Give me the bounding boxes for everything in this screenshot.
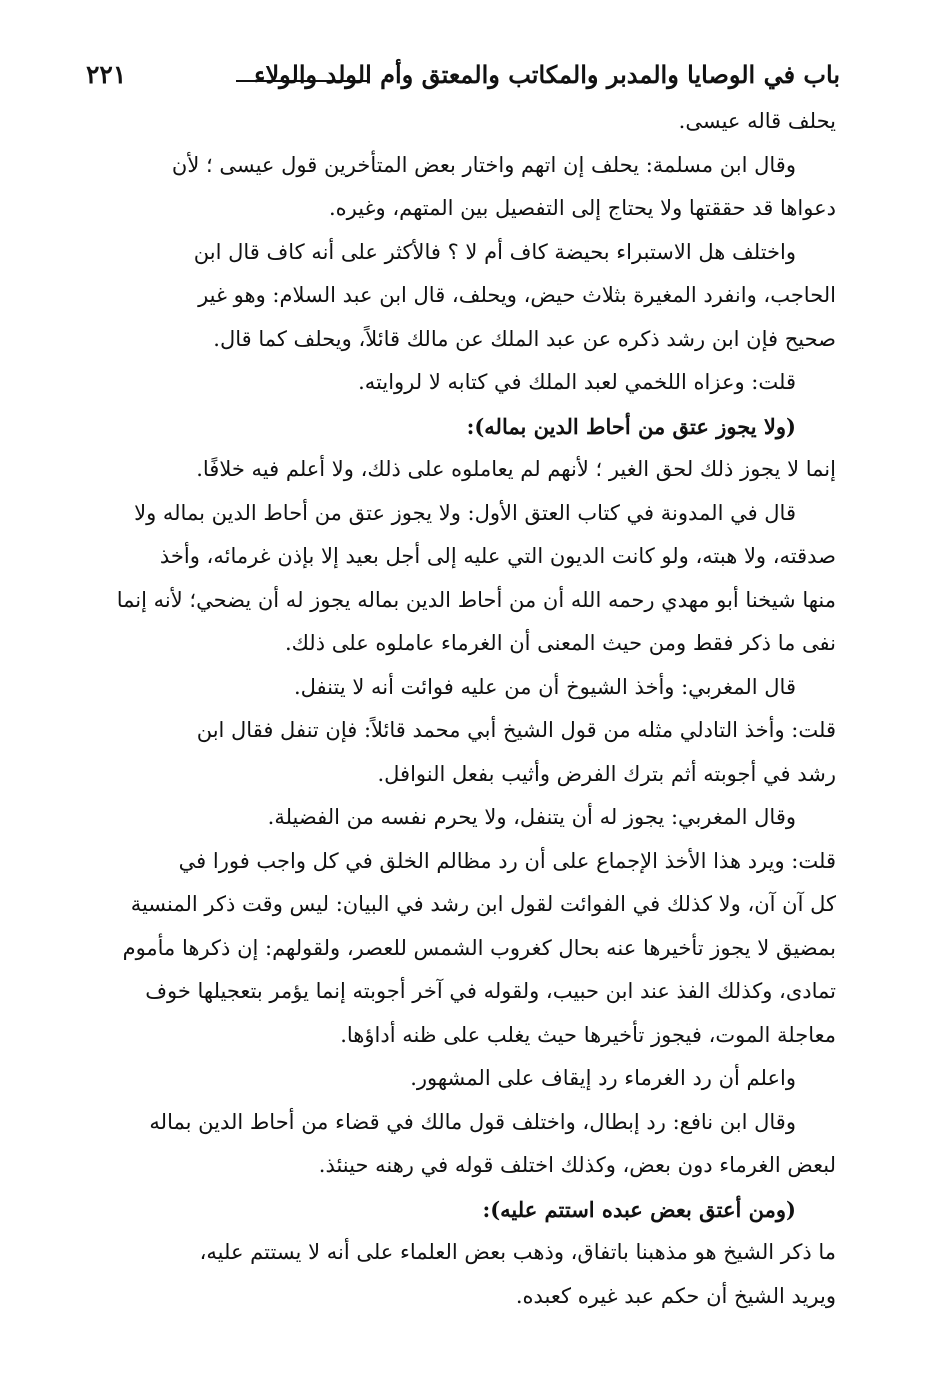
- page-number: ٢٢١: [86, 60, 127, 89]
- text-line: واعلم أن رد الغرماء رد إيقاف على المشهور.: [410, 1066, 796, 1090]
- text-line: قال المغربي: وأخذ الشيوخ أن من عليه فوائت أنه لا يتنفل.: [293, 674, 796, 699]
- section-heading: (ولا يجوز عتق من أحاط الدين بماله):: [466, 413, 796, 439]
- text-line: يحلف قاله عيسى.: [678, 109, 836, 133]
- text-line: دعواها قد حققتها ولا يحتاج إلى التفصيل بين المتهم، وغيره.: [328, 196, 836, 220]
- text-line: رشد في أجوبته أثم بترك الفرض وأثيب بفعل النوافل.: [377, 761, 836, 786]
- section-heading: (ومن أعتق بعض عبده استتم عليه):: [482, 1196, 796, 1222]
- text-line: كل آن آن، ولا كذلك في الفوائت لقول ابن رشد في البيان: ليس وقت ذكر المنسية: [130, 892, 836, 916]
- text-line: قلت: وأخذ التادلي مثله من قول الشيخ أبي محمد قائلاً: فإن تنفل فقال ابن: [196, 718, 836, 742]
- text-line: لبعض الغرماء دون بعض، وكذلك اختلف قوله في رهنه حينئذ.: [318, 1153, 836, 1177]
- text-line: ويريد الشيخ أن حكم عبد غيره كعبده.: [515, 1283, 836, 1308]
- text-line: معاجلة الموت، فيجوز تأخيرها حيث يغلب على ظنه أداؤها.: [340, 1022, 836, 1047]
- text-line: صدقته، ولا هبته، ولو كانت الديون التي عليه إلى أجل بعيد إلا بإذن غرمائه، وأخذ: [159, 544, 836, 568]
- running-title: باب في الوصايا والمدبر والمكاتب والمعتق وأم الولد والولاء: [254, 60, 840, 89]
- text-line: واختلف هل الاستبراء بحيضة كاف أم لا ؟ فالأكثر على أنه كاف قال ابن: [193, 239, 796, 264]
- text-line: قلت: ويرد هذا الأخذ الإجماع على أن رد مظالم الخلق في كل واجب فورا في: [178, 848, 836, 873]
- text-line: تمادى، وكذلك الفذ عند ابن حبيب، ولقوله في آخر أجوبته إنما يؤمر بتعجيلها خوف: [145, 979, 836, 1003]
- text-line: إنما لا يجوز ذلك لحق الغير ؛ لأنهم لم يعاملوه على ذلك، ولا أعلم فيه خلافًا.: [196, 457, 836, 481]
- text-line: نفى ما ذكر فقط ومن حيث المعنى أن الغرماء عاملوه على ذلك.: [284, 631, 836, 655]
- text-line: الحاجب، وانفرد المغيرة بثلاث حيض، ويحلف، قال ابن عبد السلام: وهو غير: [198, 283, 836, 307]
- text-line: صحيح فإن ابن رشد ذكره عن عبد الملك عن مالك قائلاً، ويحلف كما قال.: [213, 326, 836, 351]
- text-line: قال في المدونة في كتاب العتق الأول: ولا يجوز عتق من أحاط الدين بماله ولا: [134, 500, 796, 525]
- text-line: بمضيق لا يجوز تأخيرها عنه بحال كغروب الشمس للعصر، ولقولهم: إن ذكرها مأموم: [122, 935, 836, 960]
- text-line: وقال ابن مسلمة: يحلف إن اتهم واختار بعض المتأخرين قول عيسى ؛ لأن: [171, 152, 796, 177]
- page-body: [86, 100, 836, 1318]
- text-line: ما ذكر الشيخ هو مذهبنا باتفاق، وذهب بعض العلماء على أنه لا يستتم عليه،: [199, 1240, 836, 1264]
- text-line: وقال ابن نافع: رد إبطال، واختلف قول مالك في قضاء من أحاط الدين بماله: [149, 1109, 796, 1134]
- text-line: منها شيخنا أبو مهدي رحمه الله أن من أحاط الدين بماله يجوز له أن يضحي؛ لأنه إنما: [116, 587, 836, 612]
- text-line: وقال المغربي: يجوز له أن يتنفل، ولا يحرم نفسه من الفضيلة.: [267, 805, 796, 829]
- page-header: [86, 56, 840, 96]
- text-line: قلت: وعزاه اللخمي لعبد الملك في كتابه لا لروايته.: [358, 370, 796, 394]
